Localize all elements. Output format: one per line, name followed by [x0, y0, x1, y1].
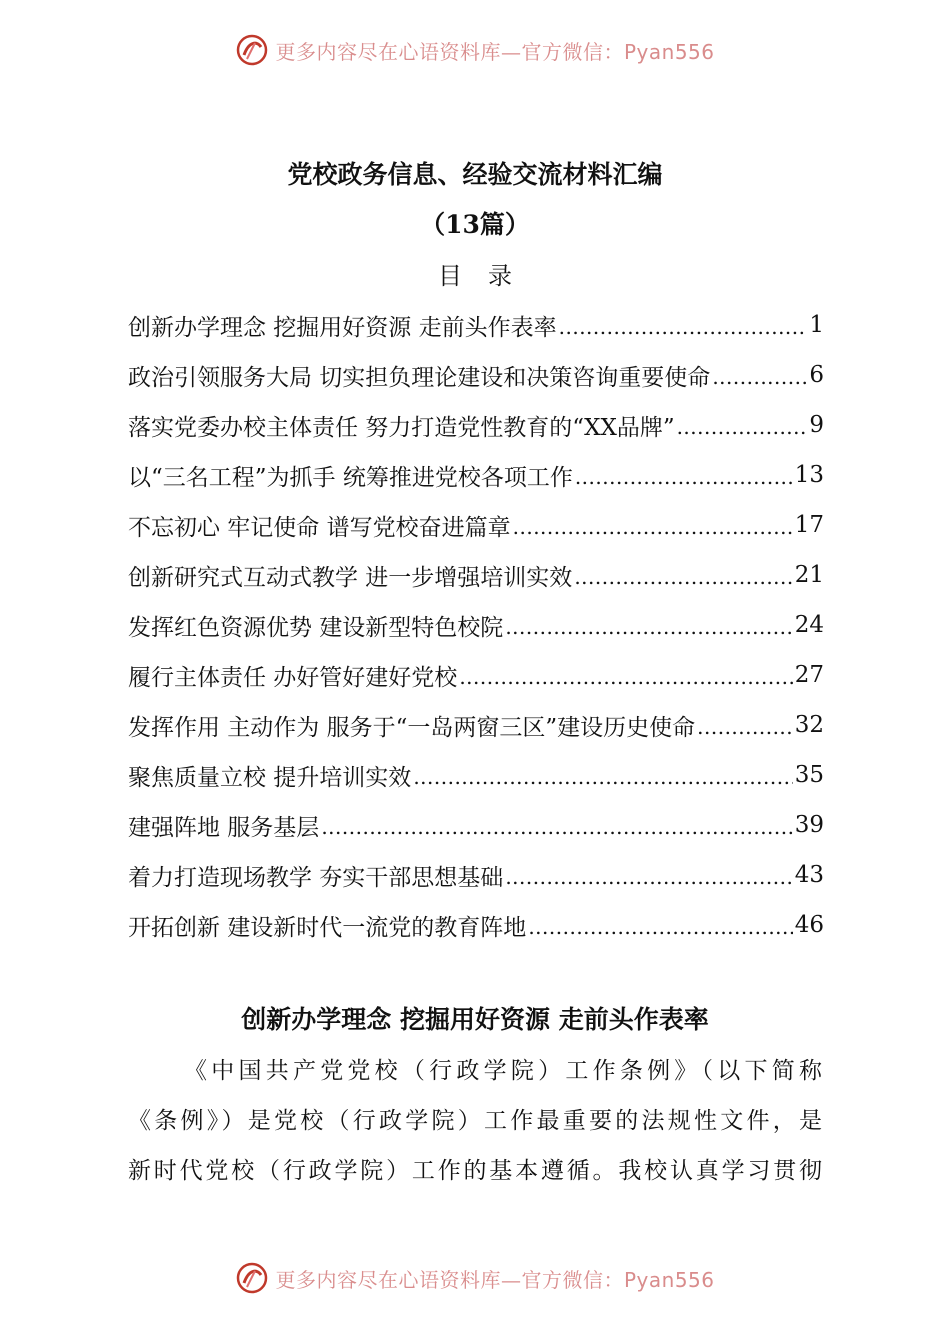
- toc-leader-dots: [575, 467, 793, 487]
- toc-entry-title: 政治引领服务大局 切实担负理论建设和决策咨询重要使命: [128, 364, 711, 391]
- toc-leader-dots: [505, 617, 792, 637]
- body-paragraph: [128, 1048, 824, 1198]
- toc-leader-dots: [413, 767, 792, 787]
- toc-entry[interactable]: [128, 800, 824, 850]
- banner-wechat-id: Pyan556: [623, 1267, 715, 1292]
- footer-watermark-banner: [0, 1258, 950, 1298]
- toc-entry[interactable]: [128, 550, 824, 600]
- toc-leader-dots: [513, 517, 793, 537]
- header-watermark-banner: [0, 30, 950, 70]
- toc-entry-page: 9: [809, 412, 824, 438]
- toc-entry-title: 创新研究式互动式教学 进一步增强培训实效: [128, 564, 573, 591]
- banner-wechat-id: Pyan556: [623, 39, 715, 64]
- toc-entry-title: 发挥作用 主动作为 服务于“一岛两窗三区”建设历史使命: [128, 714, 696, 741]
- section-title: 创新办学理念 挖掘用好资源 走前头作表率: [241, 1005, 709, 1034]
- toc-entry-title: 以“三名工程”为抓手 统筹推进党校各项工作: [128, 464, 573, 491]
- banner-text: [275, 36, 714, 65]
- toc-entry[interactable]: [128, 750, 824, 800]
- toc-entry-title: 开拓创新 建设新时代一流党的教育阵地: [128, 914, 527, 941]
- toc-leader-dots: [574, 567, 792, 587]
- toc-entry[interactable]: [128, 650, 824, 700]
- toc-entry-page: 24: [794, 612, 824, 638]
- toc-entry-page: 17: [794, 512, 824, 538]
- toc-entry-title: 着力打造现场教学 夯实干部思想基础: [128, 864, 504, 891]
- toc-entry-title: 创新办学理念 挖掘用好资源 走前头作表率: [128, 314, 557, 341]
- toc-leader-dots: [677, 417, 808, 437]
- toc-entry-page: 21: [794, 562, 824, 588]
- body-line: 新时代党校（行政学院）工作的基本遵循。我校认真学习贯彻: [128, 1158, 824, 1184]
- toc-entry-page: 46: [794, 912, 824, 938]
- toc-entry-page: 27: [794, 662, 824, 688]
- toc-entry-page: 1: [809, 312, 824, 338]
- toc-leader-dots: [697, 717, 793, 737]
- banner-main-text: 更多内容尽在心语资料库—官方微信：: [275, 1267, 624, 1292]
- toc-entry-page: 32: [794, 712, 824, 738]
- toc-entry[interactable]: [128, 400, 824, 450]
- toc-entry-page: 43: [794, 862, 824, 888]
- banner-main-text: 更多内容尽在心语资料库—官方微信：: [275, 39, 624, 64]
- banner-text: [275, 1264, 714, 1293]
- table-of-contents: [128, 300, 824, 950]
- document-title: 党校政务信息、经验交流材料汇编: [287, 160, 663, 189]
- toc-entry[interactable]: [128, 900, 824, 950]
- toc-entry-page: 39: [794, 812, 824, 838]
- toc-entry[interactable]: [128, 700, 824, 750]
- toc-entry-title: 聚焦质量立校 提升培训实效: [128, 764, 412, 791]
- toc-entry[interactable]: [128, 350, 824, 400]
- toc-entry[interactable]: [128, 600, 824, 650]
- toc-entry-title: 履行主体责任 办好管好建好党校: [128, 664, 458, 691]
- toc-entry[interactable]: [128, 450, 824, 500]
- toc-entry-title: 不忘初心 牢记使命 谱写党校奋进篇章: [128, 514, 511, 541]
- toc-entry[interactable]: [128, 500, 824, 550]
- logo-icon: [235, 33, 269, 67]
- toc-leader-dots: [559, 317, 808, 337]
- logo-icon: [235, 1261, 269, 1295]
- toc-entry-page: 6: [809, 362, 824, 388]
- toc-entry-title: 落实党委办校主体责任 努力打造党性教育的“XX品牌”: [128, 414, 675, 441]
- toc-leader-dots: [459, 667, 792, 687]
- toc-leader-dots: [505, 867, 792, 887]
- toc-heading: 目录: [438, 262, 538, 290]
- body-line: 《条例》）是党校（行政学院）工作最重要的法规性文件，是: [128, 1108, 824, 1134]
- toc-entry-page: 35: [794, 762, 824, 788]
- toc-entry-page: 13: [794, 462, 824, 488]
- toc-entry[interactable]: [128, 850, 824, 900]
- toc-entry-title: 发挥红色资源优势 建设新型特色校院: [128, 614, 504, 641]
- body-line: 《中国共产党党校（行政学院）工作条例》（以下简称: [184, 1058, 824, 1084]
- toc-entry-title: 建强阵地 服务基层: [128, 814, 320, 841]
- toc-leader-dots: [712, 367, 807, 387]
- toc-entry[interactable]: [128, 300, 824, 350]
- toc-leader-dots: [528, 917, 792, 937]
- document-subtitle: （13篇）: [420, 210, 530, 239]
- toc-leader-dots: [321, 817, 792, 837]
